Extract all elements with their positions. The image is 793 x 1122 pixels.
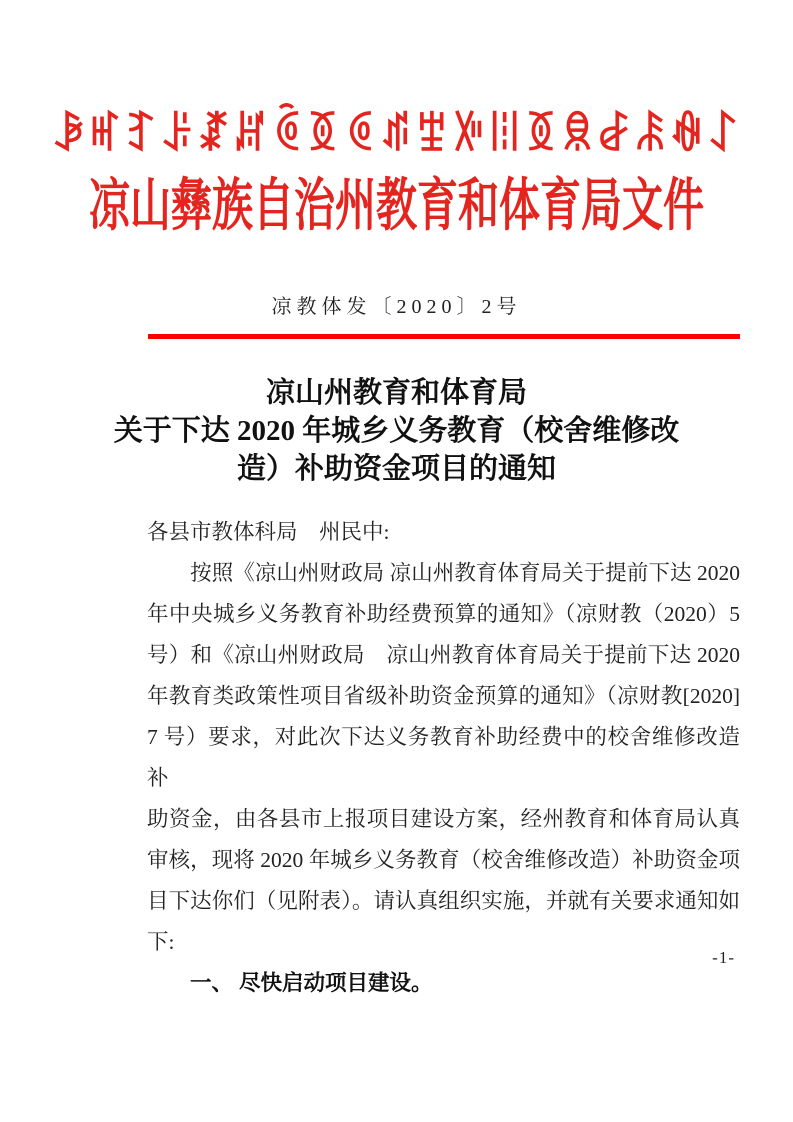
yi-script-line: ꆃꎭꆈꌠꊨꏦꏱꅉꏲꁮꄻꀻꈨꅉꌋꆀꄯꊿꋍ [50, 110, 743, 161]
body-line: 年教育类政策性项目省级补助资金预算的通知》（凉财教[2020] [147, 684, 740, 708]
body-line: 按照《凉山州财政局 凉山州教育体育局关于提前下达 2020 [147, 561, 740, 585]
body-line: 下: [147, 930, 175, 954]
salutation-line: 各县市教体科局 州民中: [147, 520, 390, 544]
body-line: 号）和《凉山州财政局 凉山州教育体育局关于提前下达 2020 [147, 643, 740, 667]
document-number: 凉教体发〔2020〕2号 [271, 296, 522, 318]
page-number: -1- [712, 948, 735, 967]
body-line: 年中央城乡义务教育补助经费预算的通知》（凉财教（2020）5 [147, 602, 740, 626]
title-line-3: 造）补助资金项目的通知 [236, 453, 556, 485]
section-heading: 一、 尽快启动项目建设。 [147, 971, 433, 995]
red-divider-line [148, 334, 740, 339]
title-line-1: 凉山州教育和体育局 [265, 377, 527, 409]
body-line: 助资金，由各县市上报项目建设方案，经州教育和体育局认真 [147, 807, 740, 831]
body-line: 目下达你们（见附表）。请认真组织实施，并就有关要求通知如 [147, 889, 740, 913]
body-line: 审核，现将 2020 年城乡义务教育（校舍维修改造）补助资金项 [147, 848, 740, 872]
agency-name: 凉山彝族自治州教育和体育局文件 [89, 173, 704, 237]
body-line: 7 号）要求，对此次下达义务教育补助经费中的校舍维修改造补 [147, 725, 740, 790]
document-title [100, 374, 693, 488]
title-line-2: 关于下达 2020 年城乡义务教育（校舍维修改 [113, 415, 680, 447]
document-body [147, 512, 740, 1004]
